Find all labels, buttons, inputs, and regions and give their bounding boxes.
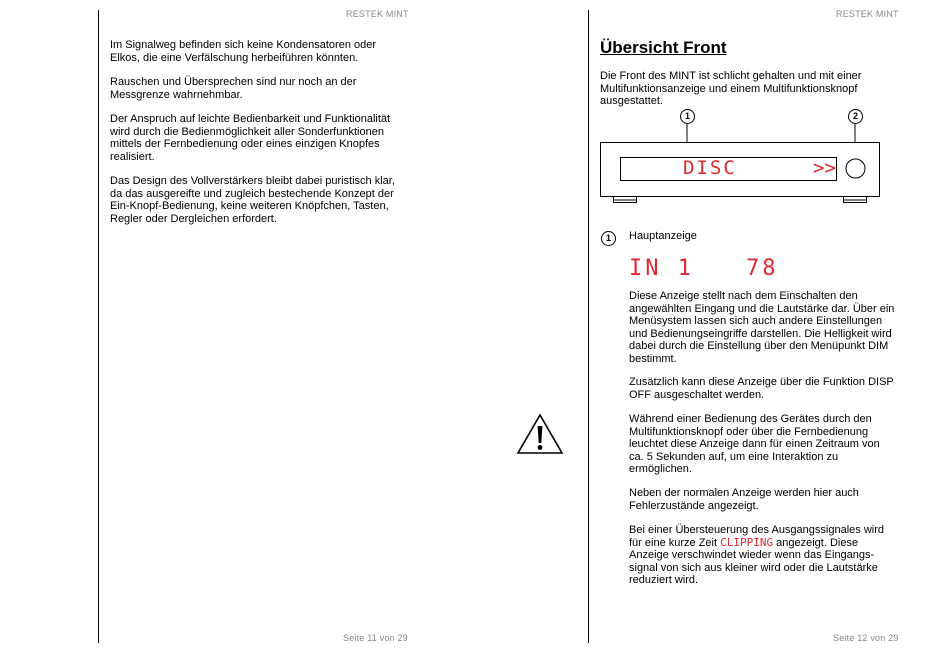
left-paragraph-4: Das Design des Vollverstärkers bleibt dabei puristisch klar, da das ausgereifte und zugleich bestechende Konzept der Ein-Knopf-Bedienung, keine weiteren Knöpfchen, Tasten, Regler oder Dergleichen erfordert. xyxy=(110,175,395,225)
right-paragraph-1: Diese Anzeige stellt nach dem Einschalten den angewählten Eingang und die Lautstärke dar. Über ein Menüsystem lassen sich auch andere Einstellungen und Bedienungseingriffe darstellen. Die Helligkeit wird dabei durch die Einstellung über den Menüpunkt DIM bestimmt. xyxy=(629,290,895,365)
left-paragraph-2: Rauschen und Übersprechen sind nur noch an der Messgrenze wahrnehmbar. xyxy=(110,76,357,101)
center-rule xyxy=(588,10,589,643)
left-paragraph-1: Im Signalweg befinden sich keine Kondensatoren oder Elkos, die eine Verfälschung herbeiführen könnten. xyxy=(110,39,377,64)
left-paragraph-3: Der Anspruch auf leichte Bedienbarkeit und Funktionalität wird durch die Bedienmöglichkeit aller Sonderfunktionen mittels der Fernbedienung oder eines einzigen Knopfes realisiert. xyxy=(110,113,391,163)
clipping-text-before: Bei einer Übersteuerung des Ausgangssignales wird für eine kurze Zeit xyxy=(629,524,884,549)
right-paragraph-2: Zusätzlich kann diese Anzeige über die Funktion DISP OFF ausgeschaltet werden. xyxy=(629,376,894,401)
multifunction-knob xyxy=(846,159,865,178)
front-panel-diagram xyxy=(596,106,886,210)
left-page-header: RESTEK MINT xyxy=(346,9,409,19)
clipping-led-word: CLIPPING xyxy=(720,535,774,549)
right-paragraph-3: Während einer Bedienung des Gerätes durch den Multifunktionsknopf oder über die Fernbedienung leuchtet diese Anzeige dann für einen Zeitraum von ca. 5 Sekunden auf, um eine Interaktion zu ermöglichen. xyxy=(629,413,880,476)
led-volume-readout: 78 xyxy=(746,256,779,281)
warning-triangle-icon xyxy=(516,413,564,455)
intro-paragraph: Die Front des MINT ist schlicht gehalten und mit einer Multifunktionsanzeige und einem Multifunktionsknopf ausgestattet. xyxy=(600,70,862,108)
front-display-arrows: >> xyxy=(813,157,836,179)
left-page-footer: Seite 11 von 29 xyxy=(343,633,408,643)
section-number: 1 xyxy=(601,231,616,246)
section-label: Hauptanzeige xyxy=(629,230,697,242)
right-paragraph-4: Neben der normalen Anzeige werden hier auch Fehlerzustände angezeigt. xyxy=(629,487,859,512)
callout-2: 2 xyxy=(848,109,863,124)
clipping-text-after: angezeigt. Diese Anzeige verschwindet wieder wenn das Eingangs- signal von sich aus kleiner wird oder die Lautstärke reduziert wird. xyxy=(629,536,878,587)
left-margin-rule xyxy=(98,10,99,643)
clipping-paragraph xyxy=(629,524,884,587)
front-display-text: DISC xyxy=(683,157,737,179)
right-page-footer: Seite 12 von 29 xyxy=(833,633,899,643)
led-input-readout: IN 1 xyxy=(629,256,694,281)
callout-1: 1 xyxy=(680,109,695,124)
section-title: Übersicht Front xyxy=(600,38,727,57)
right-page-header: RESTEK MINT xyxy=(836,9,899,19)
